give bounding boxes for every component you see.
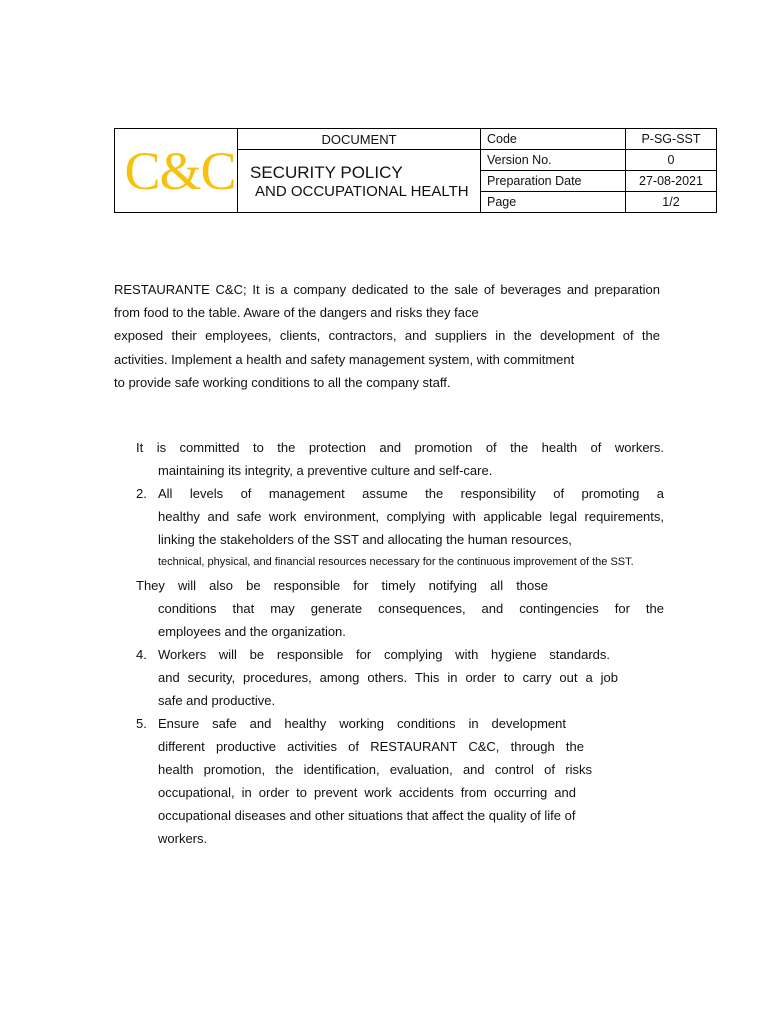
item-first-line: [136, 643, 610, 666]
intro-line: exposed their employees, clients, contractors, and suppliers in the development of the: [114, 328, 660, 344]
page-label: Page: [481, 192, 626, 213]
preparation-date-value: 27-08-2021: [626, 171, 717, 192]
item-line: employees and the organization.: [158, 624, 346, 639]
item-line: occupational diseases and other situations that affect the quality of life of: [158, 808, 576, 823]
item-line: maintaining its integrity, a preventive culture and self-care.: [158, 463, 493, 478]
code-label: Code: [481, 129, 626, 150]
version-label: Version No.: [481, 150, 626, 171]
title-line-1: SECURITY POLICY: [250, 162, 403, 182]
list-item: [136, 574, 664, 643]
page-value: 1/2: [626, 192, 717, 213]
item-number: 5.: [136, 716, 147, 731]
document-header-table: [114, 128, 717, 213]
item-number: 4.: [136, 647, 147, 662]
title-line-2: AND OCCUPATIONAL HEALTH: [255, 182, 469, 200]
item-line: linking the stakeholders of the SST and allocating the human resources,: [158, 532, 572, 547]
list-item: [136, 436, 664, 482]
item-first-line: [136, 482, 664, 505]
list-item: [136, 643, 664, 712]
intro-line: to provide safe working conditions to all the company staff.: [114, 374, 451, 390]
item-line: different productive activities of RESTAURANT C&C, through the: [158, 739, 584, 754]
document-label: DOCUMENT: [238, 129, 481, 150]
company-logo: C&C: [124, 140, 236, 201]
intro-line: activities. Implement a health and safety management system, with commitment: [114, 351, 575, 367]
item-first-text: All levels of management assume the responsibility of promoting a: [158, 486, 664, 501]
document-title: [238, 150, 481, 213]
item-first-text: Ensure safe and healthy working conditions in development: [158, 716, 566, 731]
item-line: and security, procedures, among others. This in order to carry out a job: [158, 670, 618, 685]
item-line: technical, physical, and financial resources necessary for the continuous improvement of the SST.: [158, 556, 634, 568]
code-value: P-SG-SST: [626, 129, 717, 150]
intro-line: from food to the table. Aware of the dangers and risks they face: [114, 305, 479, 321]
item-first-line: [136, 712, 566, 735]
item-line: occupational, in order to prevent work accidents from occurring and: [158, 785, 576, 800]
item-line: safe and productive.: [158, 693, 276, 708]
policy-list: [136, 436, 664, 850]
logo-cell: [115, 129, 238, 213]
item-first-text: Workers will be responsible for complying with hygiene standards.: [158, 647, 610, 662]
preparation-date-label: Preparation Date: [481, 171, 626, 192]
version-value: 0: [626, 150, 717, 171]
item-line: health promotion, the identification, evaluation, and control of risks: [158, 762, 592, 777]
intro-line: RESTAURANTE C&C; It is a company dedicated to the sale of beverages and preparation: [114, 282, 660, 297]
list-item: [136, 482, 664, 574]
item-line: conditions that may generate consequences, and contingencies for the: [158, 601, 664, 616]
list-item: [136, 712, 664, 850]
item-line: workers.: [158, 831, 208, 846]
intro-paragraph: [114, 278, 660, 394]
item-first-line: It is committed to the protection and promotion of the health of workers.: [136, 440, 664, 455]
item-number: 2.: [136, 486, 147, 501]
item-first-line: They will also be responsible for timely notifying all those: [136, 578, 548, 593]
item-line: healthy and safe work environment, complying with applicable legal requirements,: [158, 509, 664, 524]
